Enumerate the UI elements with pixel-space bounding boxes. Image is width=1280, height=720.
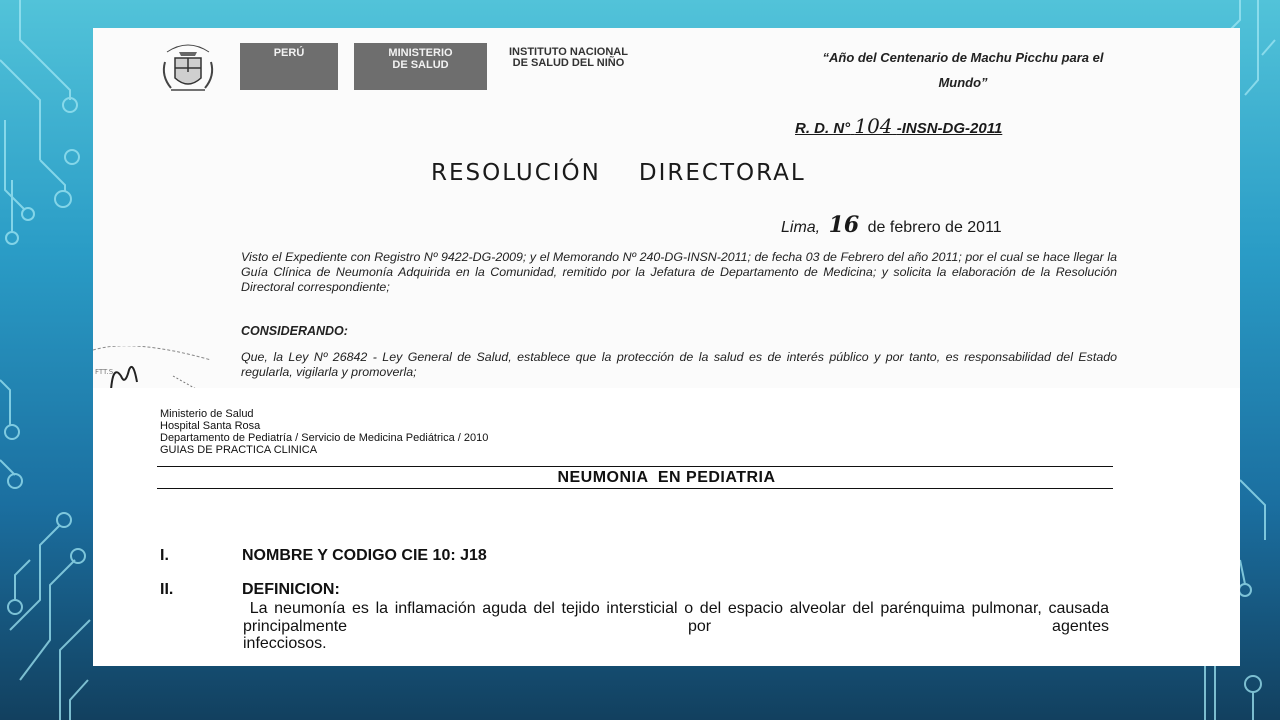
title-word-directoral: DIRECTORAL (638, 160, 806, 186)
header-instituto (509, 47, 628, 69)
guide-header-line3: Departamento de Pediatría / Servicio de Medicina Pediátrica / 2010 (160, 432, 489, 444)
resolution-title (431, 160, 806, 186)
guide-header-line1: Ministerio de Salud (160, 408, 254, 420)
clinical-guide-document (93, 388, 1240, 666)
year-motto-line1: “Año del Centenario de Machu Picchu para el (822, 50, 1104, 65)
title-rule-top (157, 466, 1113, 467)
resolution-number (795, 114, 1002, 138)
date-handwritten-day: 16 (828, 212, 860, 238)
title-word-resolucion: RESOLUCIÓN (431, 160, 601, 186)
definition-last-line: infecciosos. (243, 635, 327, 652)
definition-body: La neumonía es la inflamación aguda del tejido intersticial o del espacio alveolar del parénquima pulmonar, causada principalmente por agentes (243, 600, 1114, 635)
considerando-heading: CONSIDERANDO: (241, 324, 348, 338)
date-suffix: de febrero de 2011 (867, 219, 1002, 236)
peru-coat-of-arms-logo (157, 38, 219, 100)
header-instituto-line1: INSTITUTO NACIONAL (509, 46, 628, 58)
title-rule-bottom (157, 488, 1113, 489)
rd-handwritten-number: 104 (854, 114, 893, 138)
rd-suffix: -INSN-DG-2011 (896, 120, 1003, 137)
section-1-title: NOMBRE Y CODIGO CIE 10: J18 (242, 547, 487, 564)
header-peru-box (240, 43, 338, 90)
svg-text:FTT.S: FTT.S (95, 368, 114, 376)
date-prefix: Lima, (781, 219, 821, 236)
guide-header-line2: Hospital Santa Rosa (160, 420, 261, 432)
section-1-number: I. (160, 547, 169, 564)
section-1-heading (160, 547, 487, 565)
guide-title: NEUMONIA EN PEDIATRIA (557, 469, 776, 486)
header-ministerio-line2: DE SALUD (392, 59, 449, 71)
rd-prefix: R. D. N° (795, 120, 851, 137)
header-ministerio-box (354, 43, 487, 90)
date-line (781, 212, 1002, 238)
section-2-number: II. (160, 581, 174, 598)
year-motto (743, 45, 1183, 95)
year-motto-line2: Mundo” (938, 75, 988, 90)
header-ministerio-line1: MINISTERIO (388, 47, 453, 59)
header-instituto-line2: DE SALUD DEL NIÑO (512, 57, 625, 69)
section-2-title: DEFINICION: (242, 581, 340, 598)
circular-stamp-with-signature (93, 346, 213, 388)
section-2-heading (160, 581, 340, 599)
definition-text (243, 600, 1114, 653)
header-peru-label: PERÚ (273, 47, 305, 59)
guide-header (160, 408, 488, 456)
guide-header-line4: GUIAS DE PRACTICA CLINICA (160, 444, 318, 456)
ley-paragraph: Que, la Ley Nº 26842 - Ley General de Salud, establece que la protección de la salud es de interés público y por tanto, es responsabilidad del Estado regularla, vigilarla y promoverla; (241, 350, 1117, 379)
resolucion-document (93, 28, 1240, 388)
visto-paragraph: Visto el Expediente con Registro Nº 9422-DG-2009; y el Memorando Nº 240-DG-INSN-2011; de fecha 03 de Febrero del año 2011; por el cual se hace llegar la Guía Clínica de Neumonía Adquirida en la Comunidad, remitido por la Jefatura de Departamento de Medicina; y solicita la elaboración de la Resolución Directoral correspondiente; (241, 250, 1117, 294)
